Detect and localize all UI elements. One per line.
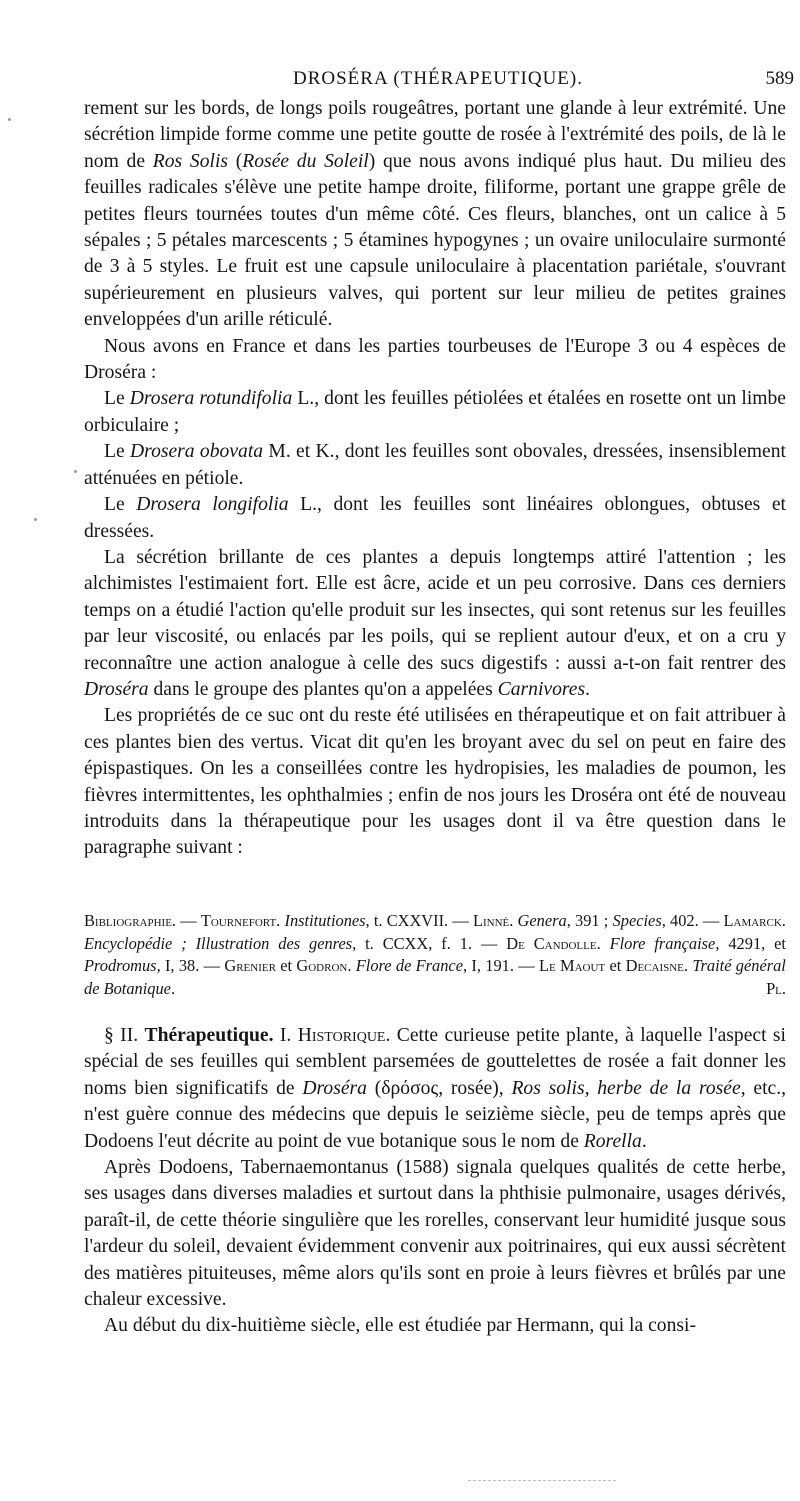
text-run: Nous avons en France et dans les parties tourbeuses de l'Europe 3 ou 4 espèces de Droséra : bbox=[84, 335, 786, 384]
paragraph-species-intro bbox=[84, 334, 786, 387]
biblio-title: Flore française bbox=[609, 933, 716, 953]
biblio-author: Linné. bbox=[472, 911, 514, 930]
biblio-ref: , I, 191. bbox=[462, 956, 514, 976]
text-run: . bbox=[641, 1130, 647, 1152]
italic-term: Ros Solis bbox=[152, 150, 229, 172]
biblio-ref: et bbox=[609, 956, 622, 976]
biblio-title: Encyclopédie ; Illustration des genres bbox=[84, 933, 353, 953]
italic-term: Rorella bbox=[583, 1130, 642, 1152]
biblio-author: De Candolle. bbox=[506, 933, 601, 953]
biblio-author: Godron. bbox=[296, 956, 352, 976]
paragraph-description bbox=[84, 96, 786, 334]
text-run: rement sur les bords, de longs poils rougeâtres, portant une glande à leur extrémité. Une sécrétion limpide forme comme une petite goutte de rosée à l'extrémité des poils, de là le nom de bbox=[84, 98, 786, 172]
biblio-ref: , t. CCXX, f. 1. bbox=[352, 933, 473, 953]
biblio-author: Grenier bbox=[224, 956, 276, 976]
text-run: Les propriétés de ce suc ont du reste été utilisées en thérapeutique et on fait attribuer à ces plantes bien des vertus. Vicat dit qu'en les broyant avec du sel on peut en faire des épispastiques. On les a conseillées contre les hydropisies, les maladies de poumon, les fièvres intermittentes, les ophthalmies ; enfin de nos jours les Droséra ont été de nouveau introduits dans la thérapeutique pour les usages dont il va être question dans le paragraphe suivant : bbox=[84, 705, 786, 859]
scan-speck bbox=[74, 470, 77, 473]
text-run: dans le groupe des plantes qu'on a appelées bbox=[153, 678, 493, 700]
italic-term: Droséra bbox=[302, 1077, 367, 1099]
italic-term: Rosée du Soleil bbox=[242, 150, 369, 172]
section-title: Thérapeutique. bbox=[144, 1025, 274, 1046]
page-header bbox=[80, 68, 796, 92]
running-title: DROSÉRA (THÉRAPEUTIQUE). bbox=[293, 68, 583, 89]
paragraph-historique bbox=[84, 1023, 786, 1155]
text-run: Le bbox=[104, 441, 125, 463]
text-run: Le bbox=[104, 494, 125, 516]
text-run: Cette curieuse petite plante, à laquelle l'aspect si spécial de ses feuilles qui semblent parsemées de gouttelettes de rosée a fait donner les noms bien significatifs de bbox=[84, 1025, 786, 1099]
text-run: ) que nous avons indiqué plus haut. Du milieu des feuilles radicales s'élève une petite hampe droite, filiforme, portant une grappe grêle de petites fleurs tournées toutes d'un même côté. Ces fleurs, blanches, ont un calice à 5 sépales ; 5 pétales marcescents ; 5 étamines hypogynes ; un ovaire uniloculaire surmonté de 3 à 5 styles. Le fruit est une capsule uniloculaire à placentation pariétale, s'ouvrant supérieurement en plusieurs valves, qui portent sur leur milieu de petites graines enveloppées d'un arille réticulé. bbox=[84, 150, 787, 331]
biblio-label: Bibliographie. bbox=[84, 911, 177, 930]
biblio-author: Decaisne. bbox=[625, 956, 688, 976]
scan-speck bbox=[34, 518, 37, 521]
text-run: (δρόσος, rosée), bbox=[374, 1077, 504, 1099]
author-signature: Pl. bbox=[766, 978, 786, 998]
italic-term: Carnivores bbox=[497, 678, 586, 700]
biblio-ref: . bbox=[170, 978, 176, 998]
biblio-ref: , 391 ; bbox=[566, 911, 609, 930]
text-run: L., dont les feuilles sont linéaires oblongues, obtuses et dressées. bbox=[84, 494, 786, 542]
biblio-title: Genera bbox=[517, 911, 567, 930]
biblio-author: Tournefort. bbox=[200, 911, 281, 930]
biblio-ref: , 4291, et bbox=[715, 933, 786, 953]
separator: — bbox=[180, 911, 197, 930]
paragraph-longifolia bbox=[84, 492, 786, 545]
therapeutics-section bbox=[84, 1023, 786, 1340]
biblio-title: Prodromus bbox=[84, 956, 157, 976]
biblio-ref: , I, 38. bbox=[156, 956, 200, 976]
text-run: La sécrétion brillante de ces plantes a depuis longtemps attiré l'attention ; les alchimistes l'estimaient fort. Elle est âcre, acide et un peu corrosive. Dans ces derniers temps on a étudié l'action qu'elle produit sur les insectes, qui sont retenus sur les feuilles par leur viscosité, ou enlacés par les poils, qui se replient autour d'eux, et on a cru y reconnaître une action analogue à celle des sucs digestifs : aussi a-t-on fait rentrer des bbox=[84, 546, 786, 674]
main-text bbox=[84, 96, 786, 862]
separator: — bbox=[518, 956, 535, 976]
paragraph-rotundifolia bbox=[84, 386, 786, 439]
separator: — bbox=[702, 911, 720, 930]
section-mark: § II. bbox=[104, 1025, 139, 1046]
paragraph-hermann bbox=[84, 1313, 786, 1339]
text-run: M. et K., dont les feuilles sont obovales, dressées, insensiblement atténuées en pétiole. bbox=[84, 441, 786, 489]
separator: — bbox=[203, 956, 221, 976]
species-name: Drosera obovata bbox=[130, 441, 264, 463]
footer-rule bbox=[468, 1480, 616, 1481]
italic-term: Ros solis, herbe de la rosée bbox=[511, 1077, 741, 1099]
biblio-ref: , t. CXXVII. bbox=[365, 911, 449, 930]
text-run: . bbox=[585, 678, 591, 700]
biblio-author: Le Maout bbox=[538, 956, 606, 976]
text-run: L., dont les feuilles pétiolées et étalées en rosette ont un limbe orbiculaire ; bbox=[84, 388, 786, 436]
biblio-ref: , 402. bbox=[661, 911, 699, 930]
biblio-title: Institutiones bbox=[284, 911, 366, 930]
italic-term: Droséra bbox=[84, 678, 149, 700]
text-run: ( bbox=[235, 150, 243, 172]
paragraph-dodoens bbox=[84, 1155, 786, 1313]
paragraph-obovata bbox=[84, 439, 786, 492]
subhead-number: I. bbox=[279, 1025, 292, 1046]
page-number: 589 bbox=[765, 68, 794, 89]
paragraph-secretion bbox=[84, 545, 786, 703]
text-run: Après Dodoens, Tabernaemontanus (1588) signala quelques qualités de cette herbe, ses usages dans diverses maladies et surtout dans la phthisie pulmonaire, usages dérivés, paraît-il, de cette théorie singulière que les rorelles, conservant leur humidité jusque sous l'ardeur du soleil, devaient évidemment convenir aux poitrinaires, qui eux aussi sécrètent des matières pituiteuses, même alors qu'ils sont en proie à leurs fièvres et brûlés par une chaleur excessive. bbox=[84, 1157, 786, 1311]
species-name: Drosera rotundifolia bbox=[129, 388, 293, 410]
biblio-ref: et bbox=[280, 956, 293, 976]
text-run: Au début du dix-huitième siècle, elle est étudiée par Hermann, qui la consi- bbox=[104, 1315, 696, 1337]
species-name: Drosera longifolia bbox=[136, 494, 289, 516]
scan-speck bbox=[8, 118, 11, 121]
bibliography bbox=[84, 910, 786, 1000]
biblio-title: Species bbox=[612, 911, 662, 930]
biblio-title: Flore de France bbox=[355, 956, 463, 976]
biblio-title: Traité général de Botanique bbox=[84, 956, 786, 998]
separator: — bbox=[480, 933, 498, 953]
text-run: , etc., n'est guère connue des médecins que depuis le seizième siècle, peu de temps après que Dodoens l'eut décrite au point de vue botanique sous le nom de bbox=[84, 1077, 787, 1152]
separator: — bbox=[452, 911, 469, 930]
text-run: Le bbox=[104, 388, 125, 410]
paragraph-properties bbox=[84, 703, 786, 861]
biblio-author: Lamarck. bbox=[723, 911, 786, 930]
subhead-title: Historique. bbox=[297, 1025, 391, 1046]
